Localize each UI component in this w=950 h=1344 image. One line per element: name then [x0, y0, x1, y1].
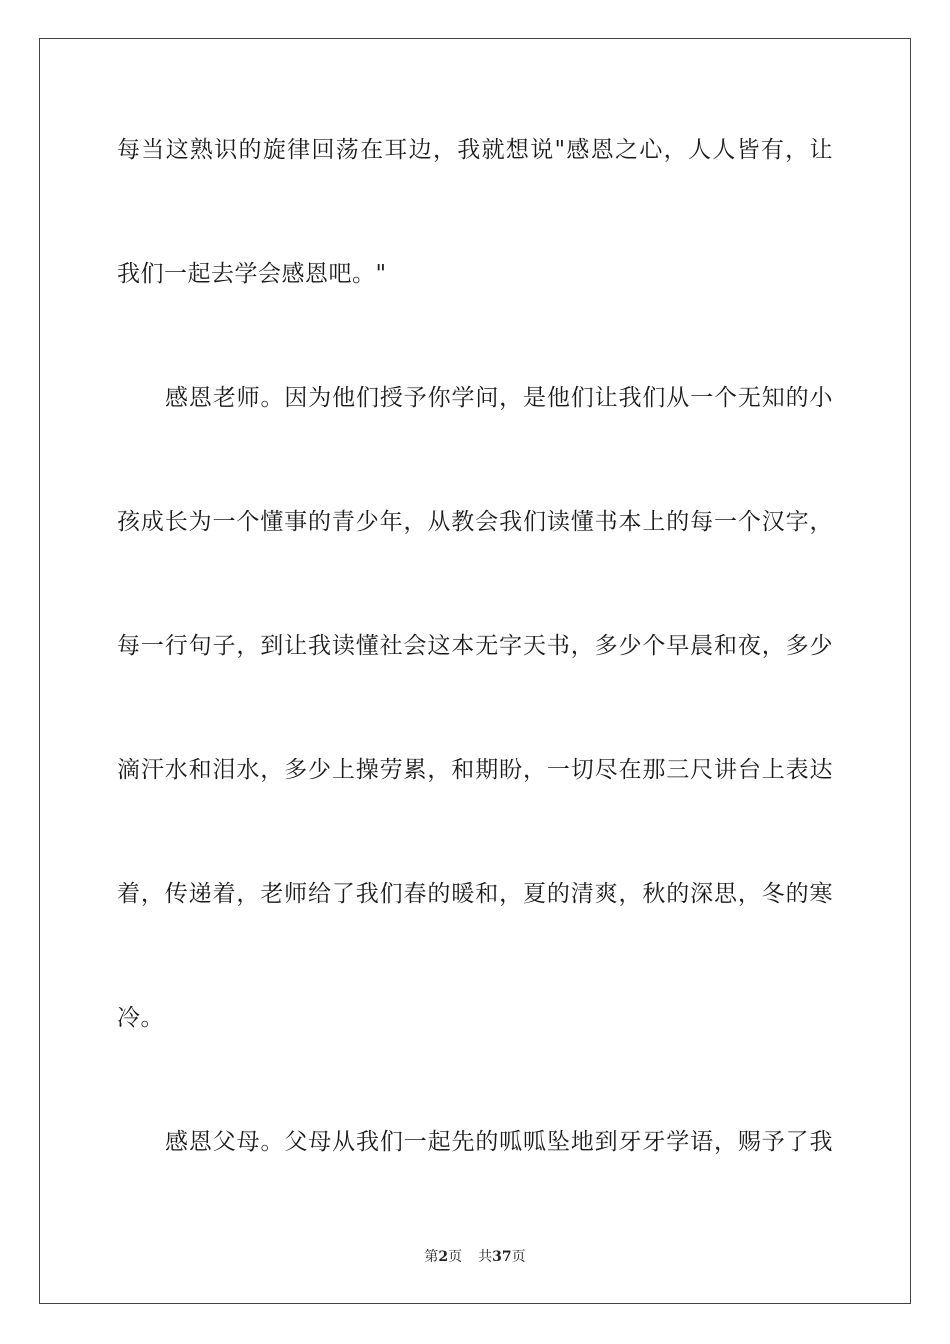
paragraph-start-line: 感恩老师。因为他们授予你学问，是他们让我们从一个无知的小 [165, 385, 833, 411]
total-suffix: 页 [511, 1249, 526, 1265]
page-number: 2 [438, 1249, 449, 1265]
body-text-line: 孩成长为一个懂事的青少年，从教会我们读懂书本上的每一个汉字， [117, 509, 833, 535]
body-text-line: 我们一起去学会感恩吧。" [117, 261, 387, 287]
body-text-line: 滴汗水和泪水，多少上操劳累，和期盼，一切尽在那三尺讲台上表达 [117, 757, 833, 783]
page-border [39, 38, 911, 1304]
body-text-line: 每当这熟识的旋律回荡在耳边，我就想说"感恩之心，人人皆有，让 [117, 137, 833, 163]
page-suffix: 页 [448, 1249, 463, 1265]
page-prefix: 第 [424, 1249, 439, 1265]
total-pages: 37 [492, 1249, 512, 1265]
total-prefix: 共 [478, 1249, 493, 1265]
body-text-line: 着，传递着，老师给了我们春的暖和，夏的清爽，秋的深思，冬的寒 [117, 881, 833, 907]
page-footer [0, 1247, 950, 1267]
body-text-line: 冷。 [117, 1005, 164, 1031]
paragraph-start-line: 感恩父母。父母从我们一起先的呱呱坠地到牙牙学语，赐予了我 [165, 1129, 833, 1155]
body-text-line: 每一行句子，到让我读懂社会这本无字天书，多少个早晨和夜，多少 [117, 633, 833, 659]
